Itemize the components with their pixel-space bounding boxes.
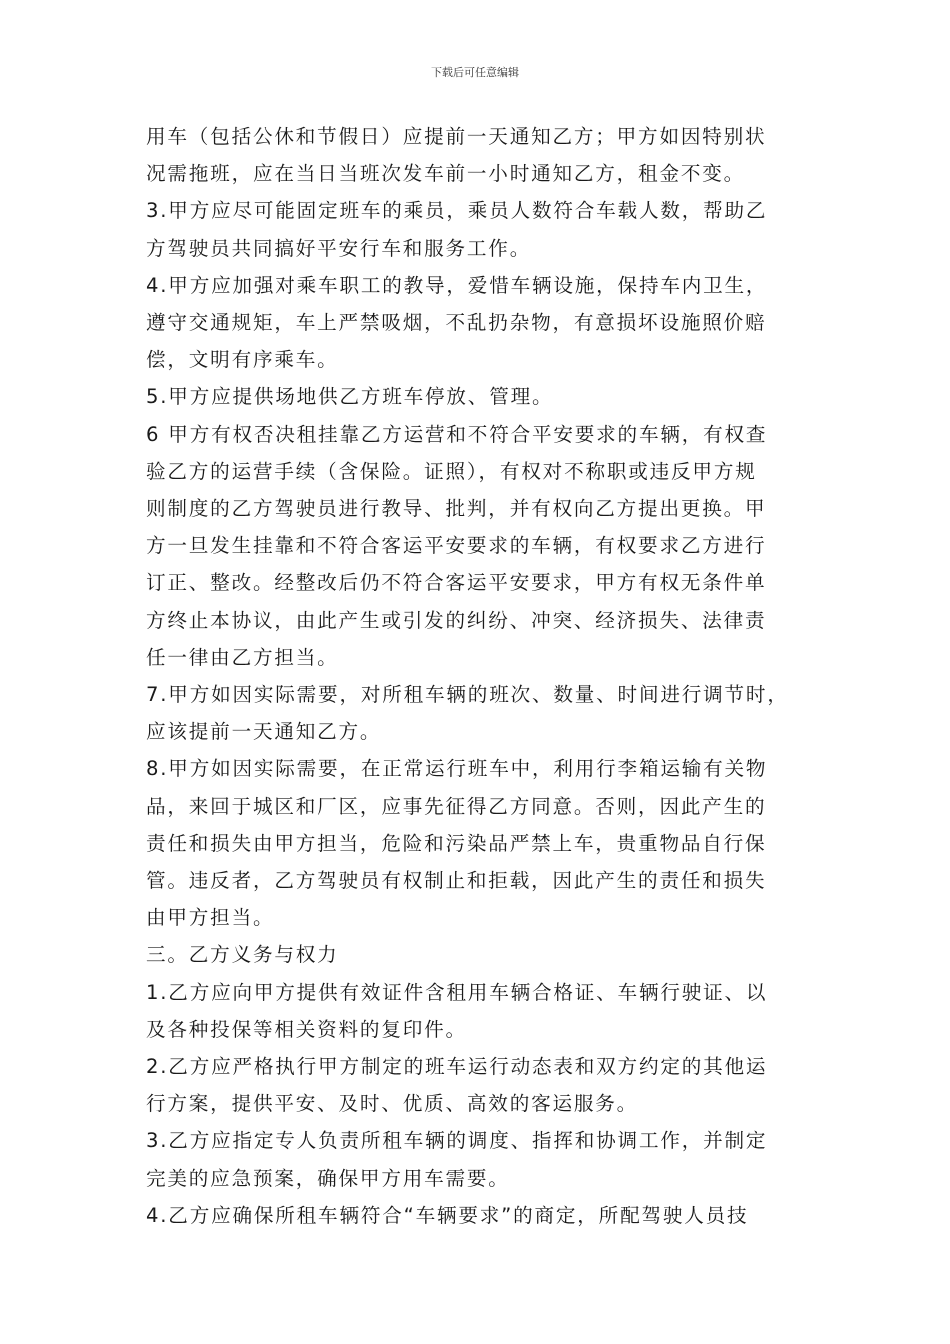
text-line: 2.乙方应严格执行甲方制定的班车运行动态表和双方约定的其他运 xyxy=(146,1055,768,1079)
section-heading: 三。乙方义务与权力 xyxy=(146,943,339,967)
document-body xyxy=(146,118,822,1234)
text-line: 行方案，提供平安、及时、优质、高效的客运服务。 xyxy=(146,1092,639,1116)
page-header: 下载后可任意编辑 xyxy=(431,66,519,79)
text-line: 方驾驶员共同搞好平安行车和服务工作。 xyxy=(146,236,532,260)
text-line: 则制度的乙方驾驶员进行教导、批判，并有权向乙方提出更换。甲 xyxy=(146,497,767,521)
text-line: 3.乙方应指定专人负责所租车辆的调度、指挥和协调工作，并制定 xyxy=(146,1129,768,1153)
text-line: 用车（包括公休和节假日）应提前一天通知乙方；甲方如因特别状 xyxy=(146,125,767,148)
text-line: 3.甲方应尽可能固定班车的乘员，乘员人数符合车载人数，帮助乙 xyxy=(146,199,768,223)
text-line: 管。违反者，乙方驾驶员有权制止和拒载，因此产生的责任和损失 xyxy=(146,869,767,893)
text-line: 方终止本协议，由此产生或引发的纠纷、冲突、经济损失、法律责 xyxy=(146,608,767,632)
text-line: 偿，文明有序乘车。 xyxy=(146,348,339,372)
text-line: 任一律由乙方担当。 xyxy=(146,645,339,669)
text-line: 7.甲方如因实际需要，对所租车辆的班次、数量、时间进行调节时， xyxy=(146,683,789,707)
text-line: 验乙方的运营手续（含保险。证照），有权对不称职或违反甲方规 xyxy=(146,459,757,483)
text-line: 5.甲方应提供场地供乙方班车停放、管理。 xyxy=(146,385,554,409)
text-line: 订正、整改。经整改后仍不符合客运平安要求，甲方有权无条件单 xyxy=(146,571,767,595)
text-line: 遵守交通规矩，车上严禁吸烟，不乱扔杂物，有意损坏设施照价赔 xyxy=(146,311,767,335)
text-line: 方一旦发生挂靠和不符合客运平安要求的车辆，有权要求乙方进行 xyxy=(146,534,767,558)
text-line: 应该提前一天通知乙方。 xyxy=(146,720,382,744)
text-line: 1.乙方应向甲方提供有效证件含租用车辆合格证、车辆行驶证、以 xyxy=(146,980,768,1004)
text-line: 4.甲方应加强对乘车职工的教导，爱惜车辆设施，保持车内卫生， xyxy=(146,273,768,297)
text-line: 4.乙方应确保所租车辆符合“车辆要求”的商定，所配驾驶人员技 xyxy=(146,1203,749,1227)
text-line: 8.甲方如因实际需要，在正常运行班车中，利用行李箱运输有关物 xyxy=(146,757,768,781)
text-line: 完美的应急预案，确保甲方用车需要。 xyxy=(146,1166,510,1190)
text-line: 品，来回于城区和厂区，应事先征得乙方同意。否则，因此产生的 xyxy=(146,794,767,818)
text-line: 况需拖班，应在当日当班次发车前一小时通知乙方，租金不变。 xyxy=(146,162,746,186)
text-line: 责任和损失由甲方担当，危险和污染品严禁上车，贵重物品自行保 xyxy=(146,831,767,855)
text-line: 由甲方担当。 xyxy=(146,906,275,930)
text-line: 及各种投保等相关资料的复印件。 xyxy=(146,1017,467,1041)
text-line: 6 甲方有权否决租挂靠乙方运营和不符合平安要求的车辆，有权查 xyxy=(146,422,768,446)
